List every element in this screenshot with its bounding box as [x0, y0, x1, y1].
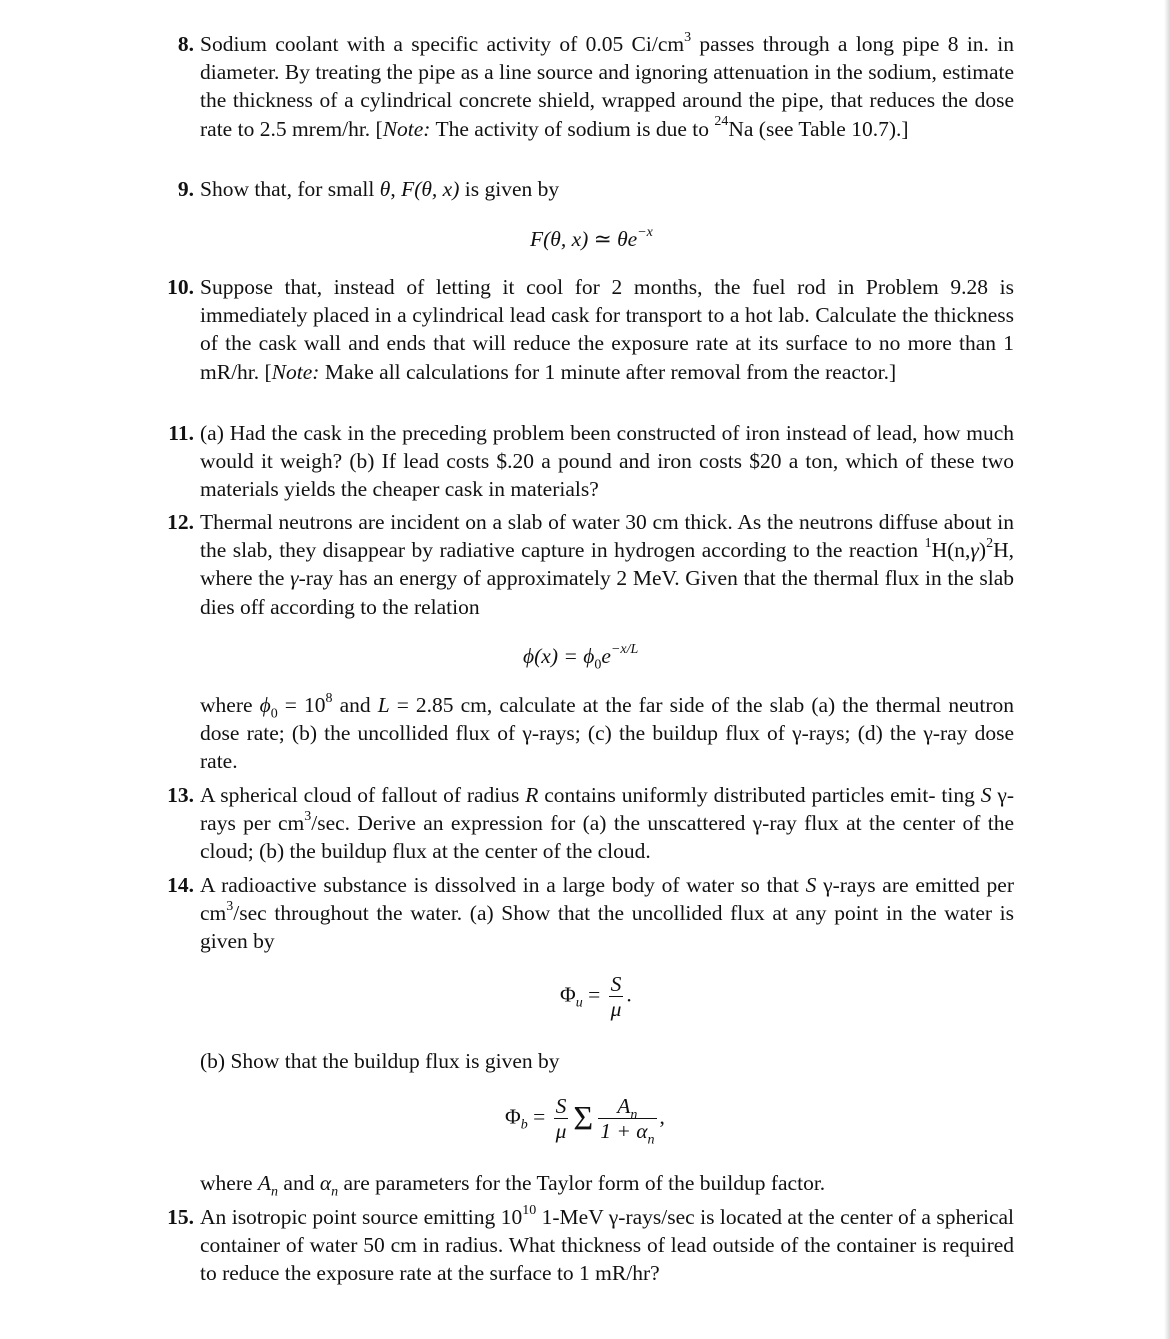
text-run: sodium, estimate the thickness of a cylindrical concrete shield, wrapped around the: [200, 60, 1014, 113]
text-run: γ-rays are: [816, 873, 909, 897]
fraction: [598, 1094, 656, 1148]
problem-text: [200, 508, 1014, 621]
math-symbol: γ: [970, 538, 979, 563]
math-symbol: S: [805, 873, 817, 897]
text-run: Make all calculations for 1 minute after removal from: [319, 359, 789, 384]
text-run: H, where the: [200, 538, 1014, 591]
math-symbol: A: [617, 1094, 631, 1118]
subscript: b: [520, 1117, 528, 1133]
superscript: −x: [637, 224, 653, 240]
problem-11: [168, 419, 1015, 504]
subscript: n: [630, 1107, 638, 1123]
equation-text: F(θ, x) ≃ θe: [530, 227, 638, 251]
problem-text: [200, 30, 1014, 143]
text-run: that the thermal flux in the slab dies off according to the relation: [200, 566, 1014, 619]
problem-9: [177, 175, 1014, 203]
equation-12: [523, 641, 639, 673]
text-run: /sec. Derive an expression for (a) the unscattered γ-ray flux at: [311, 811, 862, 836]
equation-14b: [505, 1094, 665, 1148]
problem-text: [200, 175, 1014, 203]
problem-number: 14.: [167, 873, 194, 897]
problem-12: [167, 508, 1014, 621]
subscript: u: [575, 995, 583, 1011]
problem-text: [200, 1203, 1014, 1288]
text-run: = 2.85 cm, calculate at the far side of the slab (a) the thermal: [389, 693, 942, 717]
math-symbol: (θ, x): [414, 177, 460, 201]
fraction: [554, 1094, 569, 1143]
equation-text: ,: [659, 1104, 665, 1129]
problem-text: [200, 781, 1014, 866]
equation-text: e: [601, 644, 611, 668]
problem-number: 12.: [167, 510, 194, 534]
text-run: in. in diameter. By treating the pipe as a line source and ignoring attenuation in the: [200, 32, 1014, 85]
superscript: 3: [684, 29, 692, 45]
math-symbol: R: [525, 783, 539, 807]
note-label: Note:: [382, 116, 431, 141]
numerator: [598, 1094, 656, 1123]
denominator: [598, 1118, 656, 1148]
text-run: is given by: [459, 177, 560, 201]
problem-text: [200, 273, 1014, 386]
problem-number: 8.: [177, 32, 194, 56]
text-run: -ray has an energy of approximately 2 MeV. Given: [298, 566, 738, 591]
text-run: contains uniformly distributed particles emit-: [538, 783, 936, 807]
problem-10: [167, 273, 1014, 386]
text-run: which of these two materials yields the cheaper cask in materials?: [200, 449, 1015, 502]
problem-8: [177, 29, 1014, 143]
superscript: 8: [325, 690, 333, 706]
equation-14a: [560, 972, 632, 1021]
subscript: 0: [594, 657, 602, 673]
sum-symbol: Σ: [573, 1099, 594, 1137]
text-run: 1-MeV γ-rays/sec is located at the center of: [536, 1205, 916, 1229]
superscript: 2: [986, 536, 994, 552]
equation-text: .: [626, 982, 632, 1007]
note-label: Note:: [271, 359, 320, 384]
text-run: are parameters for the Taylor form of the buildup factor.: [338, 1171, 826, 1195]
text-run: Suppose that, instead of letting it cool for 2 months, the fuel rod in Problem 9.28 is: [200, 275, 1014, 299]
subscript: n: [331, 1184, 339, 1200]
text-run: where: [200, 693, 260, 717]
math-symbol: F: [401, 177, 415, 201]
subscript: 0: [270, 706, 278, 722]
superscript: −x/L: [610, 641, 639, 657]
text-run: A spherical cloud of fallout of radius: [200, 783, 526, 807]
text-run: the reactor.]: [793, 359, 897, 384]
denominator: μ: [555, 1119, 567, 1143]
problem-number: 11.: [168, 421, 194, 445]
text-run: no more than 1 mR/hr. [: [200, 331, 1014, 384]
text-run: (d) the γ-ray dose rate.: [200, 721, 1015, 774]
text-run: (b) Show that the buildup flux is given by: [200, 1049, 560, 1073]
problem-14: [167, 871, 1014, 956]
math-symbol: L: [377, 693, 390, 717]
text-run: ting: [941, 783, 981, 807]
text-run: where: [200, 1171, 258, 1195]
denominator: μ: [610, 997, 622, 1021]
problem-number: 15.: [167, 1205, 194, 1229]
text-run: = 10: [277, 693, 326, 717]
text-run: Na (see Table 10.7).]: [728, 116, 909, 141]
text-run: the center of the cloud; (b) the buildup flux at the center of the cloud.: [200, 811, 1015, 864]
equation-text: =: [527, 1104, 551, 1129]
problem-15: [167, 1202, 1015, 1288]
superscript: 3: [226, 899, 234, 915]
problem-text: [200, 419, 1014, 504]
text-run: thickness of the cask wall and ends that will reduce the exposure rate at its surface to: [200, 303, 1014, 356]
math-symbol: A: [257, 1171, 272, 1195]
text-run: ,: [390, 177, 402, 201]
text-run: ): [978, 538, 987, 563]
math-symbol: ϕ: [259, 693, 271, 717]
text-run: An isotropic point source emitting 10: [200, 1205, 523, 1229]
problem-number: 9.: [177, 177, 194, 201]
equation-9: [530, 225, 653, 253]
text-run: H(n,: [931, 538, 971, 563]
math-symbol: θ: [379, 177, 391, 201]
text-run: how much would it weigh? (b) If lead costs $.20 a pound and iron costs $20 a ton,: [200, 421, 1015, 474]
superscript: 10: [522, 1202, 537, 1218]
text-run: to: [692, 116, 715, 141]
superscript: 1: [924, 536, 932, 552]
superscript: 24: [714, 114, 729, 130]
text-run: container is required to reduce the exposure rate at the surface to 1 mR/hr?: [200, 1233, 1015, 1286]
text-run: γ-rays per cm: [200, 783, 1014, 836]
text-run: Sodium coolant with a specific activity of 0.05 Ci/cm: [200, 32, 685, 56]
text-run: passes through a long pipe 8: [691, 32, 959, 56]
subscript: n: [271, 1184, 279, 1200]
problem-12-continuation: [200, 691, 1014, 776]
problem-number: 10.: [167, 275, 194, 299]
problem-text: [200, 871, 1014, 956]
equation-text: =: [582, 982, 606, 1007]
math-symbol: S: [980, 783, 992, 807]
text-run: /sec throughout the water. (a) Show that the uncollided flux at any: [233, 901, 827, 926]
problem-13: [167, 781, 1015, 866]
numerator: S: [610, 972, 622, 996]
text-run: A radioactive substance is dissolved in a large body of water so that: [200, 873, 806, 897]
text-run: Show that, for small: [200, 177, 380, 201]
text-run: emitted per cm: [200, 873, 1014, 926]
text-run: immediately placed in a cylindrical lead cask for transport to a hot lab. Calculate the: [200, 303, 929, 328]
text-run: and: [278, 1171, 320, 1195]
text-run: about in the slab, they disappear by radiative capture in hydrogen according to the: [200, 510, 1014, 563]
problem-14-part-b: [200, 1047, 1014, 1075]
text-run: (a) Had the cask in the preceding problem been constructed of iron instead of lead,: [200, 421, 918, 445]
text-run: neutron dose rate; (b) the uncollided flux of γ-rays; (c) the buildup flux of γ-rays;: [200, 693, 1015, 746]
subscript: n: [647, 1132, 655, 1148]
math-symbol: γ: [290, 566, 299, 591]
text-run: and: [332, 693, 378, 717]
problem-14-continuation: [200, 1169, 1014, 1200]
equation-text: Φ: [505, 1104, 521, 1129]
text-run: reaction: [848, 538, 925, 563]
superscript: 3: [304, 809, 312, 825]
text-run: a spherical container of water 50 cm in radius. What thickness of lead outside of the: [200, 1205, 1015, 1258]
numerator: S: [555, 1094, 567, 1118]
fraction: [609, 972, 624, 1021]
equation-text: ϕ(x) = ϕ: [523, 644, 595, 668]
text-run: pipe, that reduces the dose rate to 2.5 mrem/hr. [: [200, 88, 1014, 141]
math-symbol: α: [319, 1171, 332, 1195]
text-run: The activity of sodium is due: [430, 116, 687, 141]
equation-text: Φ: [560, 982, 576, 1007]
text-run: Thermal neutrons are incident on a slab of water 30 cm thick. As the neutrons diffuse: [200, 510, 939, 534]
text-run: point in the water is given by: [200, 901, 1014, 954]
math-symbol: 1 + α: [600, 1119, 648, 1143]
problem-number: 13.: [167, 783, 194, 807]
